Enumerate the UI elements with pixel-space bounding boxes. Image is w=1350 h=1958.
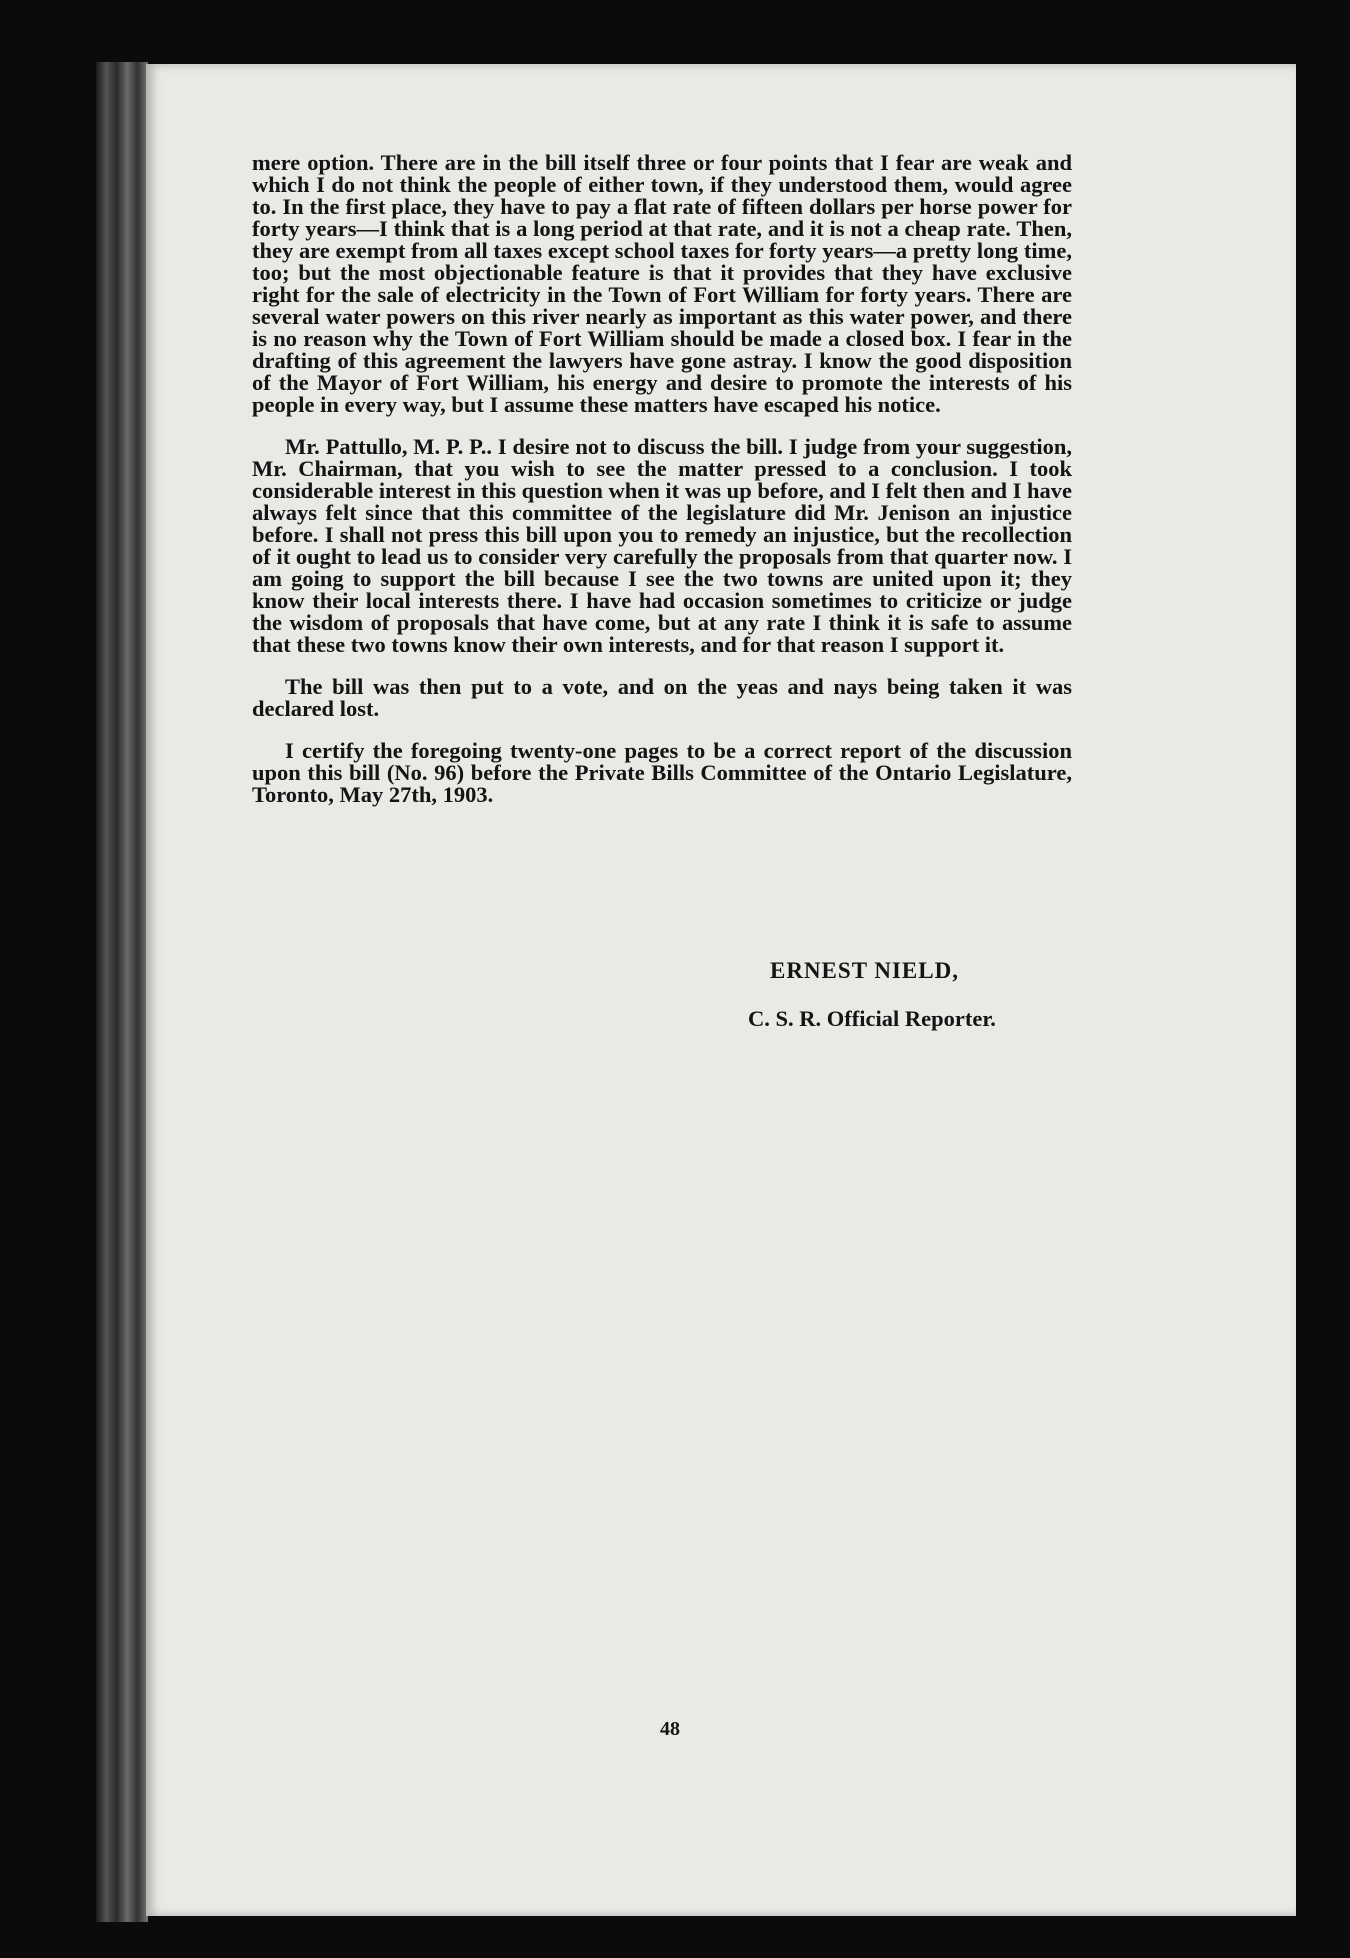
body-text <box>252 152 1072 826</box>
paragraph-pattullo-remarks: Mr. Pattullo, M. P. P.. I desire not to discuss the bill. I judge from your suggestion, Mr. Chairman, that you wish to see the matter pressed to a conclusion. I took considerable interest in this question when it was up before, and I felt then and I have always felt since that this committee of the legislature did Mr. Jenison an injustice before. I shall not press this bill upon you to remedy an injustice, but the recollection of it ought to lead us to consider very carefully the proposals from that quarter now. I am going to support the bill because I see the two towns are united upon it; they know their local interests there. I have had occasion sometimes to criticize or judge the wisdom of proposals that have come, but at any rate I think it is safe to assume that these two towns know their own interests, and for that reason I support it. <box>252 434 1072 657</box>
signature-name: ERNEST NIELD, <box>770 958 959 983</box>
signature-title: C. S. R. Official Reporter. <box>748 1006 996 1031</box>
page-number: 48 <box>660 1718 680 1740</box>
paragraph-certification: I certify the foregoing twenty-one pages to be a correct report of the discussion upon this bill (No. 96) before the Private Bills Committee of the Ontario Legislature, Toronto, May 27th, 1903. <box>252 738 1072 807</box>
book-binding-edge <box>96 62 148 1922</box>
paragraph-option-continuation: mere option. There are in the bill itself three or four points that I fear are weak and which I do not think the people of either town, if they understood them, would agree to. In the first place, they have to pay a flat rate of fifteen dollars per horse power for forty years—I think that is a long period at that rate, and it is not a cheap rate. Then, they are exempt from all taxes except school taxes for forty years—a pretty long time, too; but the most objectionable feature is that it provides that they have exclusive right for the sale of electricity in the Town of Fort William for forty years. There are several water powers on this river nearly as important as this water power, and there is no reason why the Town of Fort William should be made a closed box. I fear in the drafting of this agreement the lawyers have gone astray. I know the good disposition of the Mayor of Fort William, his energy and desire to promote the interests of his people in every way, but I assume these matters have escaped his notice. <box>252 150 1072 417</box>
paragraph-vote-result: The bill was then put to a vote, and on the yeas and nays being taken it was declared lost. <box>252 674 1072 721</box>
